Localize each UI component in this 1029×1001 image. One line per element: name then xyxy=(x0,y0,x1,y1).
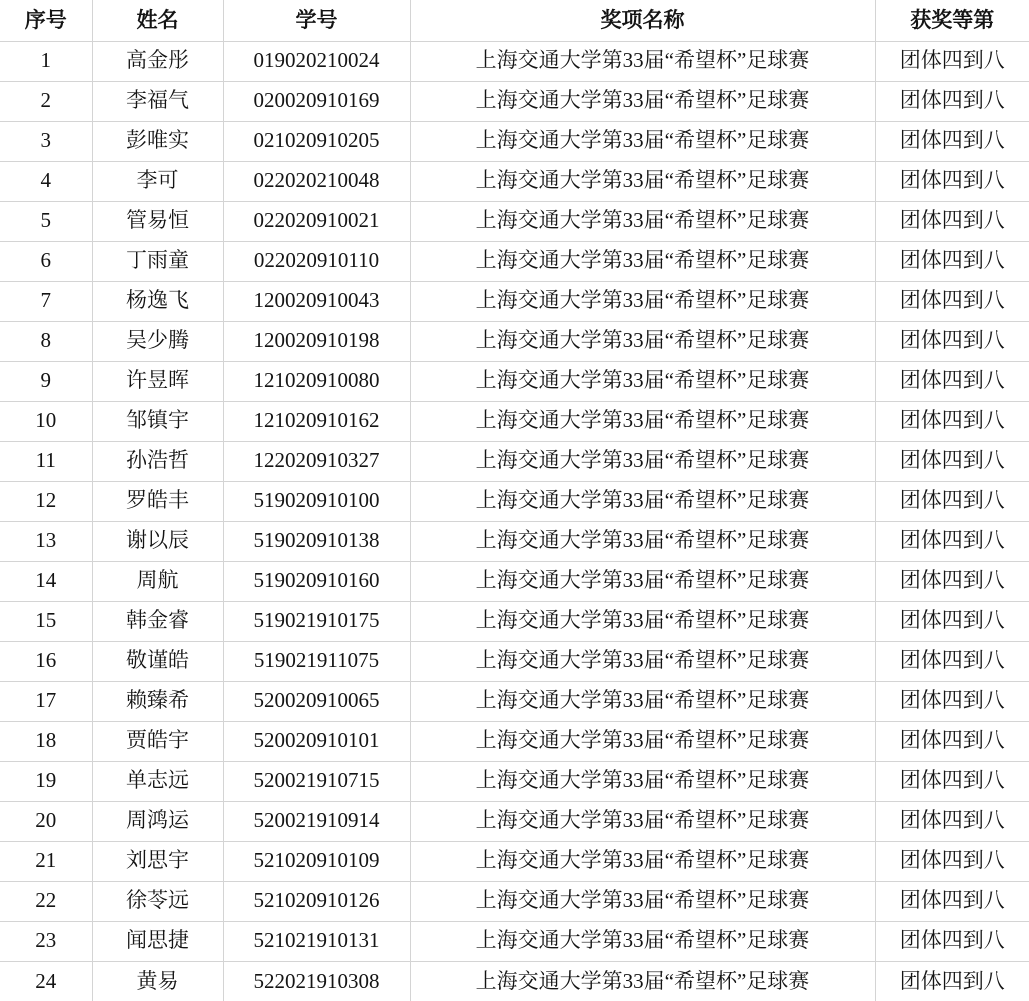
cell-student-id: 519020910160 xyxy=(223,561,410,601)
cell-student-id: 521020910126 xyxy=(223,881,410,921)
table-row xyxy=(0,81,1029,121)
cell-award-level: 团体四到八 xyxy=(875,561,1029,601)
table-row xyxy=(0,161,1029,201)
cell-student-id: 020020910169 xyxy=(223,81,410,121)
cell-name: 刘思宇 xyxy=(92,841,223,881)
cell-name: 许昱晖 xyxy=(92,361,223,401)
cell-award-name: 上海交通大学第33届“希望杯”足球赛 xyxy=(410,841,875,881)
cell-index: 16 xyxy=(0,641,92,681)
cell-index: 18 xyxy=(0,721,92,761)
cell-student-id: 519020910138 xyxy=(223,521,410,561)
table-row xyxy=(0,641,1029,681)
cell-award-level: 团体四到八 xyxy=(875,921,1029,961)
cell-award-level: 团体四到八 xyxy=(875,481,1029,521)
cell-award-level: 团体四到八 xyxy=(875,641,1029,681)
cell-name: 单志远 xyxy=(92,761,223,801)
cell-index: 2 xyxy=(0,81,92,121)
cell-award-name: 上海交通大学第33届“希望杯”足球赛 xyxy=(410,961,875,1001)
cell-award-name: 上海交通大学第33届“希望杯”足球赛 xyxy=(410,521,875,561)
cell-award-name: 上海交通大学第33届“希望杯”足球赛 xyxy=(410,161,875,201)
cell-award-level: 团体四到八 xyxy=(875,321,1029,361)
col-header-name: 姓名 xyxy=(92,0,223,41)
cell-award-level: 团体四到八 xyxy=(875,841,1029,881)
table-row xyxy=(0,601,1029,641)
cell-index: 19 xyxy=(0,761,92,801)
cell-index: 13 xyxy=(0,521,92,561)
table-row xyxy=(0,481,1029,521)
cell-student-id: 519021910175 xyxy=(223,601,410,641)
cell-award-level: 团体四到八 xyxy=(875,881,1029,921)
cell-award-level: 团体四到八 xyxy=(875,961,1029,1001)
cell-name: 闻思捷 xyxy=(92,921,223,961)
cell-award-name: 上海交通大学第33届“希望杯”足球赛 xyxy=(410,881,875,921)
cell-name: 徐苓远 xyxy=(92,881,223,921)
cell-index: 10 xyxy=(0,401,92,441)
cell-student-id: 121020910162 xyxy=(223,401,410,441)
cell-student-id: 520020910065 xyxy=(223,681,410,721)
cell-name: 韩金睿 xyxy=(92,601,223,641)
cell-award-level: 团体四到八 xyxy=(875,521,1029,561)
table-row xyxy=(0,441,1029,481)
cell-name: 黄易 xyxy=(92,961,223,1001)
cell-index: 5 xyxy=(0,201,92,241)
cell-student-id: 120020910198 xyxy=(223,321,410,361)
cell-award-level: 团体四到八 xyxy=(875,121,1029,161)
table-row xyxy=(0,361,1029,401)
cell-award-level: 团体四到八 xyxy=(875,281,1029,321)
cell-award-name: 上海交通大学第33届“希望杯”足球赛 xyxy=(410,121,875,161)
cell-award-level: 团体四到八 xyxy=(875,81,1029,121)
cell-index: 8 xyxy=(0,321,92,361)
table-row xyxy=(0,961,1029,1001)
cell-student-id: 520021910715 xyxy=(223,761,410,801)
cell-award-name: 上海交通大学第33届“希望杯”足球赛 xyxy=(410,481,875,521)
cell-student-id: 521020910109 xyxy=(223,841,410,881)
cell-name: 杨逸飞 xyxy=(92,281,223,321)
cell-index: 15 xyxy=(0,601,92,641)
cell-name: 丁雨童 xyxy=(92,241,223,281)
cell-name: 孙浩哲 xyxy=(92,441,223,481)
cell-student-id: 522021910308 xyxy=(223,961,410,1001)
cell-student-id: 122020910327 xyxy=(223,441,410,481)
col-header-award-name: 奖项名称 xyxy=(410,0,875,41)
cell-name: 管易恒 xyxy=(92,201,223,241)
table-row xyxy=(0,681,1029,721)
cell-index: 9 xyxy=(0,361,92,401)
cell-award-name: 上海交通大学第33届“希望杯”足球赛 xyxy=(410,721,875,761)
table-row xyxy=(0,121,1029,161)
cell-name: 周鸿运 xyxy=(92,801,223,841)
cell-award-name: 上海交通大学第33届“希望杯”足球赛 xyxy=(410,761,875,801)
table-row xyxy=(0,761,1029,801)
cell-name: 邹镇宇 xyxy=(92,401,223,441)
cell-name: 彭唯实 xyxy=(92,121,223,161)
cell-award-name: 上海交通大学第33届“希望杯”足球赛 xyxy=(410,801,875,841)
cell-name: 周航 xyxy=(92,561,223,601)
cell-award-level: 团体四到八 xyxy=(875,681,1029,721)
cell-student-id: 521021910131 xyxy=(223,921,410,961)
cell-index: 14 xyxy=(0,561,92,601)
cell-name: 吴少腾 xyxy=(92,321,223,361)
table-row xyxy=(0,561,1029,601)
cell-index: 7 xyxy=(0,281,92,321)
cell-index: 6 xyxy=(0,241,92,281)
cell-student-id: 120020910043 xyxy=(223,281,410,321)
table-row xyxy=(0,281,1029,321)
col-header-student-id: 学号 xyxy=(223,0,410,41)
cell-name: 高金彤 xyxy=(92,41,223,81)
table-row xyxy=(0,841,1029,881)
cell-award-name: 上海交通大学第33届“希望杯”足球赛 xyxy=(410,601,875,641)
table-row xyxy=(0,881,1029,921)
cell-index: 23 xyxy=(0,921,92,961)
cell-award-name: 上海交通大学第33届“希望杯”足球赛 xyxy=(410,441,875,481)
cell-student-id: 021020910205 xyxy=(223,121,410,161)
cell-name: 李福气 xyxy=(92,81,223,121)
cell-student-id: 022020910021 xyxy=(223,201,410,241)
cell-award-name: 上海交通大学第33届“希望杯”足球赛 xyxy=(410,561,875,601)
cell-index: 4 xyxy=(0,161,92,201)
table-body xyxy=(0,41,1029,1001)
cell-name: 李可 xyxy=(92,161,223,201)
cell-award-name: 上海交通大学第33届“希望杯”足球赛 xyxy=(410,321,875,361)
cell-award-name: 上海交通大学第33届“希望杯”足球赛 xyxy=(410,241,875,281)
cell-index: 22 xyxy=(0,881,92,921)
cell-index: 1 xyxy=(0,41,92,81)
cell-award-name: 上海交通大学第33届“希望杯”足球赛 xyxy=(410,921,875,961)
table-row xyxy=(0,721,1029,761)
cell-award-level: 团体四到八 xyxy=(875,161,1029,201)
cell-student-id: 022020910110 xyxy=(223,241,410,281)
cell-name: 赖臻希 xyxy=(92,681,223,721)
cell-award-name: 上海交通大学第33届“希望杯”足球赛 xyxy=(410,361,875,401)
cell-award-level: 团体四到八 xyxy=(875,761,1029,801)
cell-student-id: 520021910914 xyxy=(223,801,410,841)
cell-student-id: 520020910101 xyxy=(223,721,410,761)
cell-index: 17 xyxy=(0,681,92,721)
cell-award-name: 上海交通大学第33届“希望杯”足球赛 xyxy=(410,281,875,321)
cell-award-name: 上海交通大学第33届“希望杯”足球赛 xyxy=(410,401,875,441)
cell-index: 11 xyxy=(0,441,92,481)
table-row xyxy=(0,321,1029,361)
table-row xyxy=(0,41,1029,81)
cell-award-name: 上海交通大学第33届“希望杯”足球赛 xyxy=(410,81,875,121)
cell-name: 敬谨皓 xyxy=(92,641,223,681)
col-header-award-level: 获奖等第 xyxy=(875,0,1029,41)
cell-award-level: 团体四到八 xyxy=(875,361,1029,401)
cell-award-level: 团体四到八 xyxy=(875,721,1029,761)
cell-award-level: 团体四到八 xyxy=(875,401,1029,441)
table-row xyxy=(0,401,1029,441)
cell-name: 贾皓宇 xyxy=(92,721,223,761)
cell-award-level: 团体四到八 xyxy=(875,601,1029,641)
cell-award-level: 团体四到八 xyxy=(875,41,1029,81)
cell-index: 21 xyxy=(0,841,92,881)
cell-index: 24 xyxy=(0,961,92,1001)
col-header-index: 序号 xyxy=(0,0,92,41)
cell-award-name: 上海交通大学第33届“希望杯”足球赛 xyxy=(410,201,875,241)
table-row xyxy=(0,801,1029,841)
table-row xyxy=(0,921,1029,961)
cell-name: 谢以辰 xyxy=(92,521,223,561)
header-row xyxy=(0,0,1029,41)
cell-student-id: 019020210024 xyxy=(223,41,410,81)
cell-award-name: 上海交通大学第33届“希望杯”足球赛 xyxy=(410,681,875,721)
cell-student-id: 022020210048 xyxy=(223,161,410,201)
cell-award-level: 团体四到八 xyxy=(875,801,1029,841)
cell-award-name: 上海交通大学第33届“希望杯”足球赛 xyxy=(410,641,875,681)
table-row xyxy=(0,521,1029,561)
cell-index: 20 xyxy=(0,801,92,841)
cell-student-id: 121020910080 xyxy=(223,361,410,401)
cell-name: 罗皓丰 xyxy=(92,481,223,521)
cell-index: 12 xyxy=(0,481,92,521)
cell-index: 3 xyxy=(0,121,92,161)
cell-award-name: 上海交通大学第33届“希望杯”足球赛 xyxy=(410,41,875,81)
cell-award-level: 团体四到八 xyxy=(875,241,1029,281)
cell-student-id: 519020910100 xyxy=(223,481,410,521)
cell-student-id: 519021911075 xyxy=(223,641,410,681)
cell-award-level: 团体四到八 xyxy=(875,201,1029,241)
table-row xyxy=(0,241,1029,281)
table-row xyxy=(0,201,1029,241)
cell-award-level: 团体四到八 xyxy=(875,441,1029,481)
